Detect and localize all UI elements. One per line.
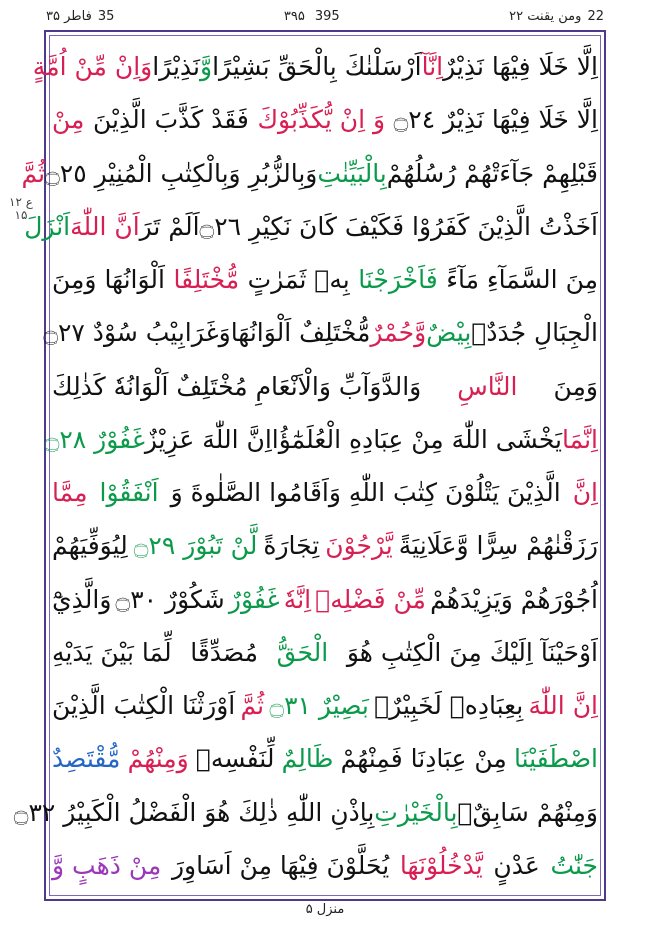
text-segment: رَزَقْنٰهُمْ سِرًّا وَّعَلَانِيَةً [398, 531, 598, 561]
text-line-1 [32, 40, 598, 93]
text-segment: بِيْضٌ [426, 318, 472, 348]
text-segment: مِنْ ذَهَبٍ وَّ [52, 850, 162, 880]
text-segment: بِاِذْنِ اللّٰهِ ذٰلِكَ هُوَ الْفَضْلُ الْكَبِيْرُ ۝٣٢ [13, 797, 375, 827]
text-line-2 [52, 93, 598, 146]
text-segment: وَّحُمْرٌ [370, 318, 427, 348]
text-segment: مُّقْتَصِدٌ [52, 744, 121, 774]
text-segment: اِنَّ [572, 478, 598, 508]
para-number: 22 [587, 8, 604, 24]
text-line-13 [52, 679, 598, 732]
text-segment: اِلَّا خَلَا فِيْهَا نَذِيْرٌ [443, 52, 598, 82]
text-segment: قَبْلِهِمْ جَآءَتْهُمْ رُسُلُهُمْ [386, 158, 598, 188]
text-segment: اَوْرَثْنَا الْكِتٰبَ الَّذِيْنَ [52, 691, 236, 721]
text-line-16 [52, 839, 598, 892]
text-segment: جَنّٰتُ [550, 850, 598, 880]
text-segment: لَّنْ تَبُوْرَ ۝٢٩ [133, 531, 258, 561]
text-segment: اِنَّ اللّٰهَ عَزِيْزٌ [144, 424, 272, 454]
para-name: ومن یقنت ۲۲ [509, 8, 582, 24]
header-center [284, 9, 340, 24]
text-segment: مُّخْتَلِفًا [173, 265, 240, 295]
page-number: 395 [314, 8, 340, 24]
text-segment: بَصِيْرٌ ۝٣١ [269, 691, 369, 721]
text-segment: اَنَّ اللّٰهَ [70, 211, 140, 241]
text-segment: مِنَ السَّمَآءِ مَآءً [446, 265, 598, 295]
text-segment: بِعِبَادِهٖ لَخَبِيْرٌۢ [374, 691, 524, 721]
text-segment: اَوْحَيْنَآ اِلَيْكَ مِنَ الْكِتٰبِ هُوَ [346, 637, 598, 667]
text-line-8 [44, 413, 598, 466]
text-segment: عَدْنٍ [493, 850, 540, 880]
text-segment: يُحَلَّوْنَ فِيْهَا مِنْ اَسَاوِرَ [171, 850, 390, 880]
text-segment: اِنَّهٗ [283, 584, 312, 614]
text-segment: وَ اِنْ يُّكَذِّبُوْكَ [257, 105, 386, 135]
text-line-10 [52, 519, 598, 572]
text-segment: لِّمَا بَيْنَ يَدَيْهِ [52, 637, 172, 667]
text-segment: مِنْ [52, 105, 85, 135]
header-right [509, 9, 604, 24]
text-line-15 [13, 786, 598, 839]
text-segment: فَقَدْ كَذَّبَ الَّذِيْنَ [93, 105, 249, 135]
text-segment: وَغَرَابِيْبُ سُوْدٌ ۝٢٧ [43, 318, 231, 348]
header-left [46, 9, 114, 24]
text-segment: يَّرْجُوْنَ [325, 531, 393, 561]
text-line-11 [52, 573, 598, 626]
text-segment: مُّخْتَلِفٌ اَلْوَانُهَا [230, 318, 371, 348]
text-segment: وَالَّذِيْٓ [52, 584, 112, 614]
text-segment: يَّدْخُلُوْنَهَا [399, 850, 483, 880]
text-segment: النَّاسِ [457, 371, 518, 401]
text-line-6 [43, 306, 598, 359]
text-segment: ثُمَّ [240, 691, 265, 721]
text-line-3 [21, 147, 598, 200]
text-segment: ثُمَّ [21, 158, 46, 188]
text-segment: تِجَارَةً [263, 531, 320, 561]
text-segment: مِنْ عِبَادِنَا فَمِنْهُمْ [340, 744, 507, 774]
surah-name: ۳۵ فاطر [46, 8, 92, 24]
text-segment: وَّ [200, 52, 213, 82]
text-segment: اَلَمْ تَرَ [139, 211, 200, 241]
text-line-7 [52, 360, 598, 413]
text-segment: وَالدَّوَآبِّ وَالْاَنْعَامِ مُخْتَلِفٌ اَلْوَانُهٗ كَذٰلِكَ [52, 371, 422, 401]
text-segment: اصْطَفَيْنَا [513, 744, 598, 774]
text-segment: وَبِالزُّبُرِ وَبِالْكِتٰبِ الْمُنِيْرِ ۝٢٥ [45, 158, 318, 188]
text-segment: اَلْوَانُهَا وَمِنَ [52, 265, 165, 295]
text-segment: غَفُوْرٌ ۝٢٨ [44, 424, 145, 454]
text-line-4 [24, 200, 598, 253]
text-line-5 [52, 253, 598, 306]
text-segment: مُصَدِّقًا [190, 637, 258, 667]
text-segment: لِيُوَفِّيَهُمْ [52, 531, 128, 561]
text-segment: فَاَخْرَجْنَا [358, 265, 438, 295]
text-segment: وَاِنْ مِّنْ اُمَّةٍ [32, 52, 153, 82]
text-segment: اِنَّمَا [562, 424, 598, 454]
text-line-9 [52, 466, 598, 519]
text-segment: وَمِنْهُمْ سَابِقٌۢ [457, 797, 598, 827]
text-segment: الَّذِيْنَ يَتْلُوْنَ كِتٰبَ اللّٰهِ وَاَقَامُوا الصَّلٰوةَ وَ [170, 478, 561, 508]
text-segment: الْحَقُّ [276, 637, 329, 667]
text-segment: اَخَذْتُ الَّذِيْنَ كَفَرُوْا فَكَيْفَ كَانَ نَكِيْرِ ۝٢٦ [199, 211, 598, 241]
text-segment: الْجِبَالِ جُدَدٌۢ [471, 318, 598, 348]
text-segment: وَمِنْهُمْ [127, 744, 189, 774]
text-segment: مِّنْ فَضْلِهٖ [315, 584, 426, 614]
page-number-urdu: ۳۹۵ [283, 8, 305, 24]
text-segment: اِنَّآ [421, 52, 444, 82]
text-segment: اُجُوْرَهُمْ وَيَزِيْدَهُمْ [430, 584, 598, 614]
text-segment: اَرْسَلْنٰكَ بِالْحَقِّ بَشِيْرًا [212, 52, 422, 82]
text-segment: مِمَّا [52, 478, 88, 508]
text-line-12 [52, 626, 598, 679]
text-segment: ظَالِمٌ [281, 744, 334, 774]
text-segment: بِالْبَيِّنٰتِ [317, 158, 387, 188]
text-segment: بِهٖ ثَمَرٰتٍ [247, 265, 350, 295]
text-segment: يَخْشَى اللّٰهَ مِنْ عِبَادِهِ الْعُلَمٰٓؤُا [271, 424, 563, 454]
text-segment: نَذِيْرًا [152, 52, 201, 82]
text-line-14 [52, 732, 598, 785]
page-header [46, 4, 604, 28]
surah-number: 35 [97, 8, 115, 24]
text-segment: وَمِنَ [553, 371, 598, 401]
text-segment: غَفُوْرٌ [228, 584, 280, 614]
manzil-footer: منزل ۵ [305, 902, 345, 917]
ruku-marker: ۱۲ ع ۱۵ [9, 195, 33, 223]
text-segment: لِّنَفْسِهٖ [195, 744, 275, 774]
text-segment: شَكُوْرٌ ۝٣٠ [115, 584, 225, 614]
text-segment: اَنْفَقُوْا [99, 478, 159, 508]
text-segment: اِلَّا خَلَا فِيْهَا نَذِيْرٌ ۝٢٤ [393, 105, 598, 135]
text-segment: اِنَّ اللّٰهَ [528, 691, 598, 721]
text-segment: اَنْزَلَ [24, 211, 71, 241]
text-segment: بِالْخَيْرٰتِ [374, 797, 458, 827]
